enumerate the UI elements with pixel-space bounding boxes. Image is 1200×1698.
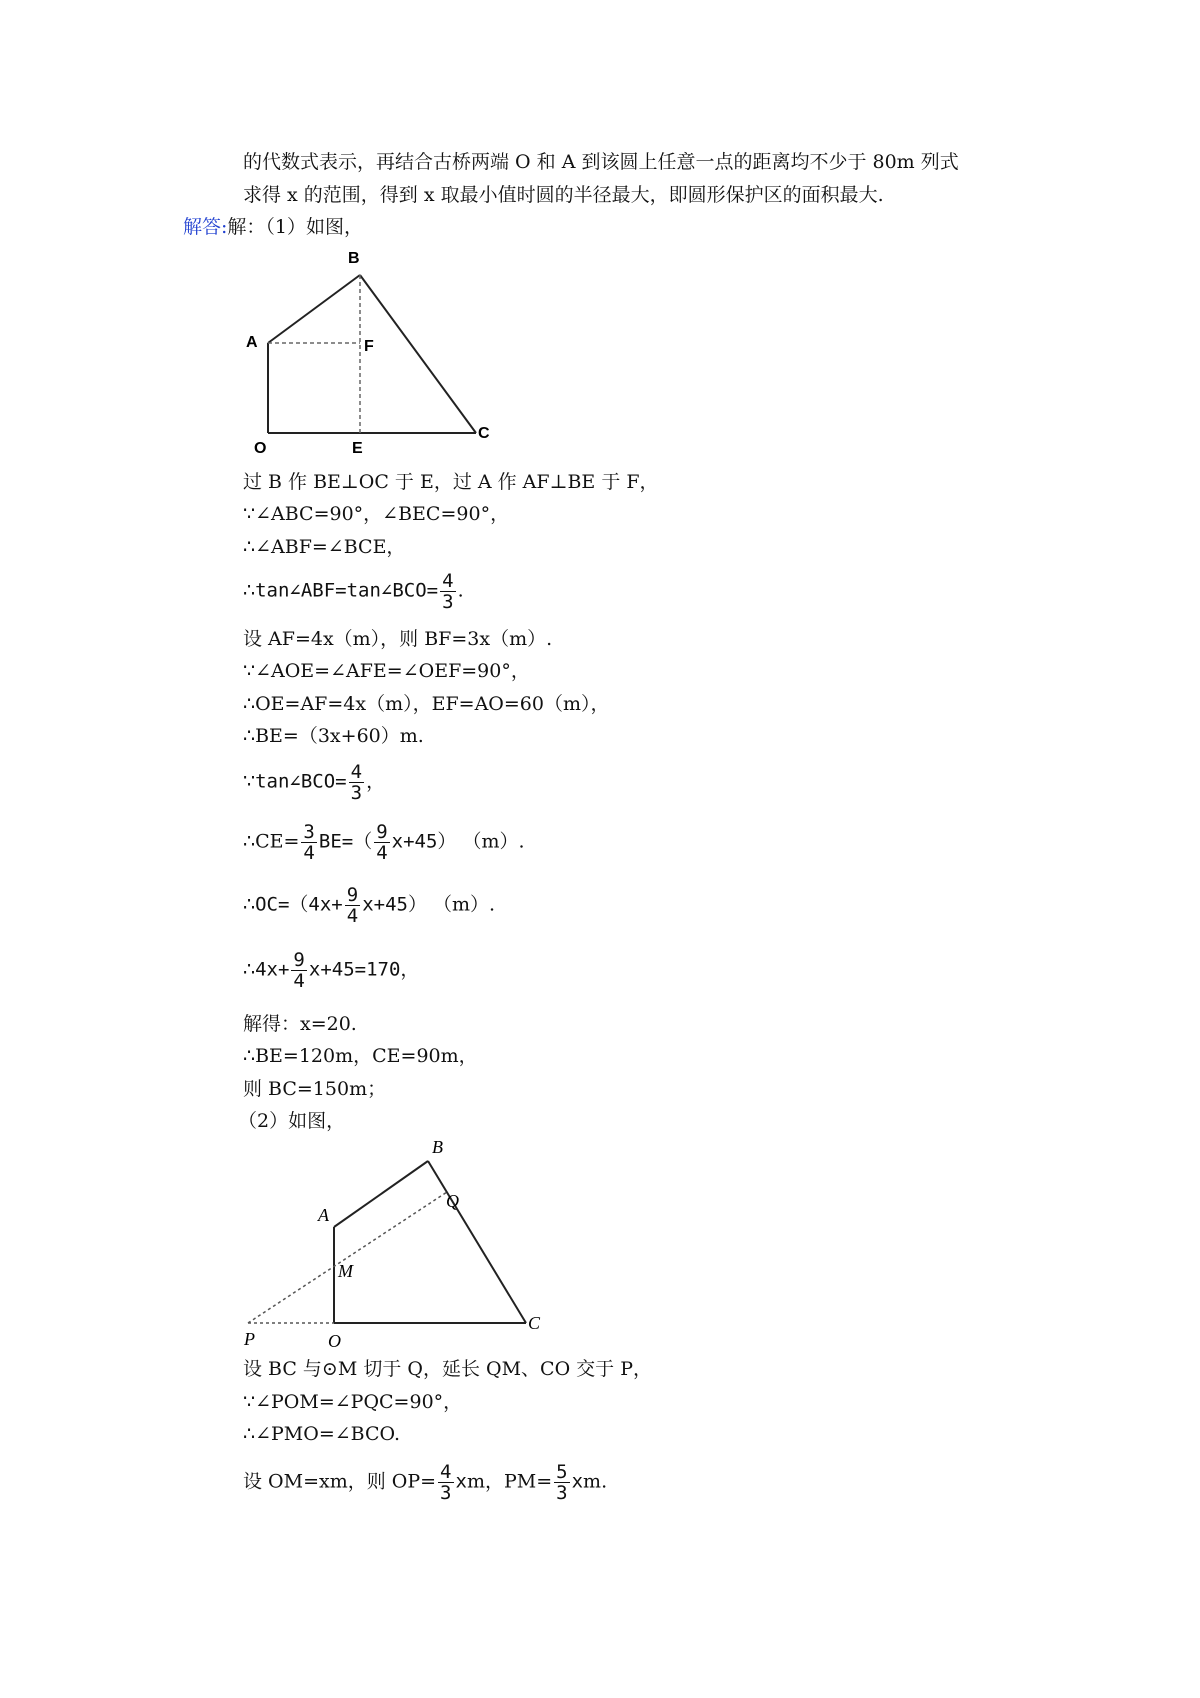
intro-line-1: 的代数式表示，再结合古桥两端 O 和 A 到该圆上任意一点的距离均不少于 80m 列式 (243, 151, 959, 173)
fig2-label-o: O (328, 1331, 341, 1351)
fig2-label-c: C (528, 1313, 541, 1333)
denominator: 3 (556, 1482, 568, 1504)
fig1-label-f: F (364, 338, 374, 355)
numerator: 3 (303, 821, 315, 843)
numerator: 9 (293, 949, 305, 971)
sol1-line-11-prefix: ∴ (243, 893, 256, 916)
sol1-line-10-mid: BE=（ (318, 830, 373, 853)
fig1-label-b: B (348, 250, 360, 267)
numerator: 9 (376, 821, 388, 843)
fig1-segment-bc (360, 275, 476, 433)
sol2-line-1: 设 BC 与⊙M 切于 Q，延长 QM、CO 交于 P， (243, 1358, 653, 1380)
fig2-dashed-pq (248, 1192, 447, 1323)
sol1-line-10 (243, 822, 525, 863)
fig2-label-a: A (318, 1205, 329, 1225)
sol2-line-4-tail: m. (583, 1470, 608, 1493)
part1-intro: 解：（1）如图， (227, 216, 363, 238)
sol1-line-9-prefix: ∵ (243, 770, 256, 793)
fig2-label-m: M (338, 1261, 353, 1281)
sol1-line-11-expr: OC=（4x+ (255, 893, 343, 916)
sol1-line-2: ∵∠ABC=90°，∠BEC=90°， (243, 503, 510, 525)
sol1-line-4-suffix: . (457, 579, 464, 602)
numerator: 4 (350, 761, 363, 783)
fig1-label-a: A (246, 334, 258, 351)
denominator: 3 (440, 1482, 452, 1504)
numerator: 9 (346, 884, 359, 906)
sol1-line-8: ∴BE=（3x+60）m. (243, 725, 424, 747)
sol1-line-3: ∴∠ABF=∠BCE， (243, 536, 406, 558)
fig2-segment-ab (334, 1161, 428, 1227)
sol1-line-15: 则 BC=150m； (243, 1078, 387, 1100)
sol1-line-4 (243, 571, 464, 612)
fig1-label-o: O (254, 440, 267, 457)
numerator: 4 (442, 570, 454, 592)
sol1-line-9-expr: tan∠BCO= (255, 770, 347, 793)
sol2-line-4-prefix: 设 OM=xm，则 OP= (243, 1470, 437, 1493)
sol1-line-12 (243, 950, 419, 991)
numerator: 5 (556, 1461, 568, 1483)
fraction (345, 885, 360, 926)
fig2-label-b: B (432, 1137, 443, 1157)
sol1-line-9 (243, 762, 385, 803)
fraction (301, 822, 316, 863)
fraction (438, 1462, 453, 1503)
sol2-line-4: 设 OM=xm，则 OP= $\frac{4}{3}$ xm，PM= $\frac{5}{3}$ xm. (243, 1461, 608, 1504)
denominator: 4 (346, 905, 359, 927)
denominator: 4 (303, 842, 315, 864)
sol1-line-14: ∴BE=120m，CE=90m， (243, 1045, 478, 1067)
sol1-line-11-unit: （m）. (433, 893, 496, 916)
sol1-line-11 (243, 885, 495, 926)
fraction (374, 822, 389, 863)
sol1-line-4-expr: tan∠ABF=tan∠BCO= (255, 579, 439, 602)
part2-intro: （2）如图， (238, 1110, 346, 1132)
sol1-line-12-tail: x+45=170 (308, 958, 401, 981)
fig1-segment-ab (268, 275, 360, 343)
sol2-line-2: ∵∠POM=∠PQC=90°， (243, 1391, 463, 1413)
fig2-label-q: Q (446, 1191, 459, 1211)
sol1-line-7: ∴OE=AF=4x（m），EF=AO=60（m）， (243, 693, 610, 715)
sol1-line-12-expr: 4x+ (255, 958, 290, 981)
intro-line-2: 求得 x 的范围，得到 x 取最小值时圆的半径最大，即圆形保护区的面积最大. (243, 184, 884, 206)
sol1-line-10-unit: （m）. (462, 830, 525, 853)
answer-label: 解答: (183, 216, 228, 238)
sol1-line-12-prefix: ∴ (243, 958, 256, 981)
numerator: 4 (440, 1461, 452, 1483)
sol1-line-10-prefix: ∴CE= (243, 830, 300, 853)
fig2-segment-bc (428, 1161, 526, 1323)
figure-2 (236, 1135, 556, 1355)
denominator: 4 (376, 842, 388, 864)
denominator: 3 (350, 782, 363, 804)
sol1-line-12-suffix: ， (400, 958, 420, 981)
sol1-line-6: ∵∠AOE=∠AFE=∠OEF=90°， (243, 660, 530, 682)
sol1-line-9-suffix: ， (366, 770, 386, 793)
fraction (349, 762, 364, 803)
sol1-line-10-tail: x+45） (391, 830, 457, 853)
figure-1 (236, 245, 506, 460)
sol1-line-5: 设 AF=4x（m），则 BF=3x（m）. (243, 628, 553, 650)
fraction (554, 1462, 569, 1503)
fraction (291, 950, 306, 991)
answer-header (183, 215, 363, 239)
fig2-label-p: P (244, 1329, 255, 1349)
sol2-line-3: ∴∠PMO=∠BCO. (243, 1423, 401, 1445)
sol1-line-11-tail: x+45） (362, 893, 427, 916)
sol1-line-4-prefix: ∴ (243, 579, 256, 602)
fig1-label-e: E (352, 440, 363, 457)
sol1-line-13: 解得：x=20. (243, 1013, 357, 1035)
fig1-label-c: C (478, 425, 490, 442)
denominator: 3 (442, 591, 454, 613)
sol1-line-1: 过 B 作 BE⊥OC 于 E，过 A 作 AF⊥BE 于 F， (243, 471, 659, 493)
sol2-line-4-mid: m，PM= (466, 1470, 553, 1493)
fraction (440, 571, 455, 612)
denominator: 4 (293, 970, 305, 992)
